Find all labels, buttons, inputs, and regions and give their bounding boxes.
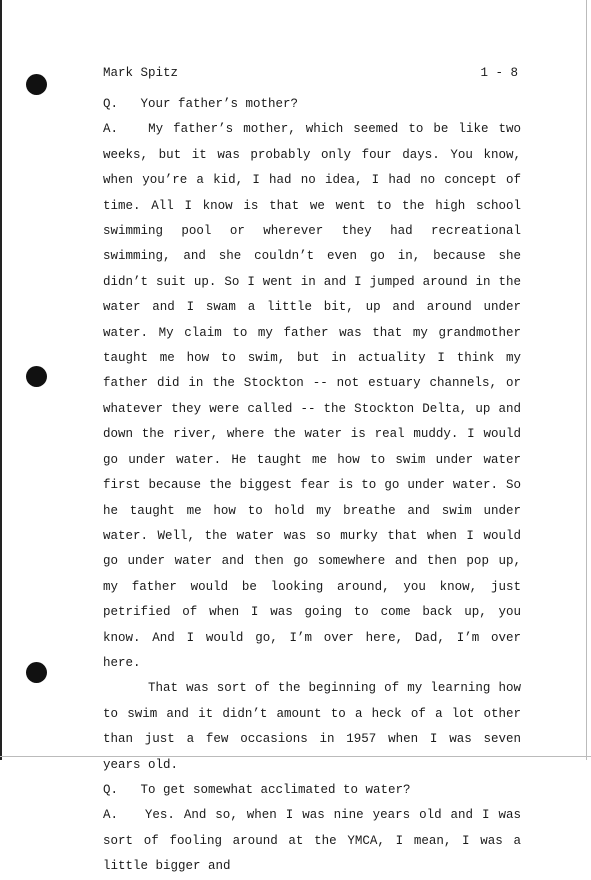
answer-paragraph: A. My father’s mother, which seemed to be like two weeks, but it was probably only four days. You know, when you’re a kid, I had no idea, I had no concept of time. All I know is that we went to the high school swimming pool or wherever they had recreational swimming, and she couldn’t even go in, because she didn’t suit up. So I went in and I jumped around in the water and I swam a little bit, up and around under water. My claim to my father was that my grandmother taught me how to swim, but in actuality I think my father did in the Stockton -- not estuary channels, or whatever they were called -- the Stockton Delta, up and down the river, where the water is real muddy. I would go under water. He taught me how to swim under water first because the biggest fear is to go under water. So he taught me how to hold my breathe and swim under water. Well, the water was so murky that when I would go under water and then go somewhere and then pop up, my father would be looking around, you know, just petrified of when I was going to come back up, you know. And I would go, I’m over here, Dad, I’m over here. [103,122,521,670]
narrative-paragraph: That was sort of the beginning of my learning how to swim and it didn’t amount to a heck of a lot other than just a few occasions in 1957 when I was seven years old. [103,681,521,772]
page-number: 1 - 8 [480,66,518,80]
question-paragraph: Q. Your father’s mother? [103,97,299,111]
binder-hole-top [26,74,47,95]
question-paragraph: Q. To get somewhat acclimated to water? [103,782,411,797]
transcript-body [103,92,521,880]
page-left-edge [0,0,2,760]
page-right-edge [586,0,587,760]
binder-hole-bottom [26,662,47,683]
answer-paragraph: A. Yes. And so, when I was nine years old and I was sort of fooling around at the YMCA, I mean, I was a little bigger and [103,808,521,874]
binder-hole-middle [26,366,47,387]
interviewee-name: Mark Spitz [103,66,179,80]
